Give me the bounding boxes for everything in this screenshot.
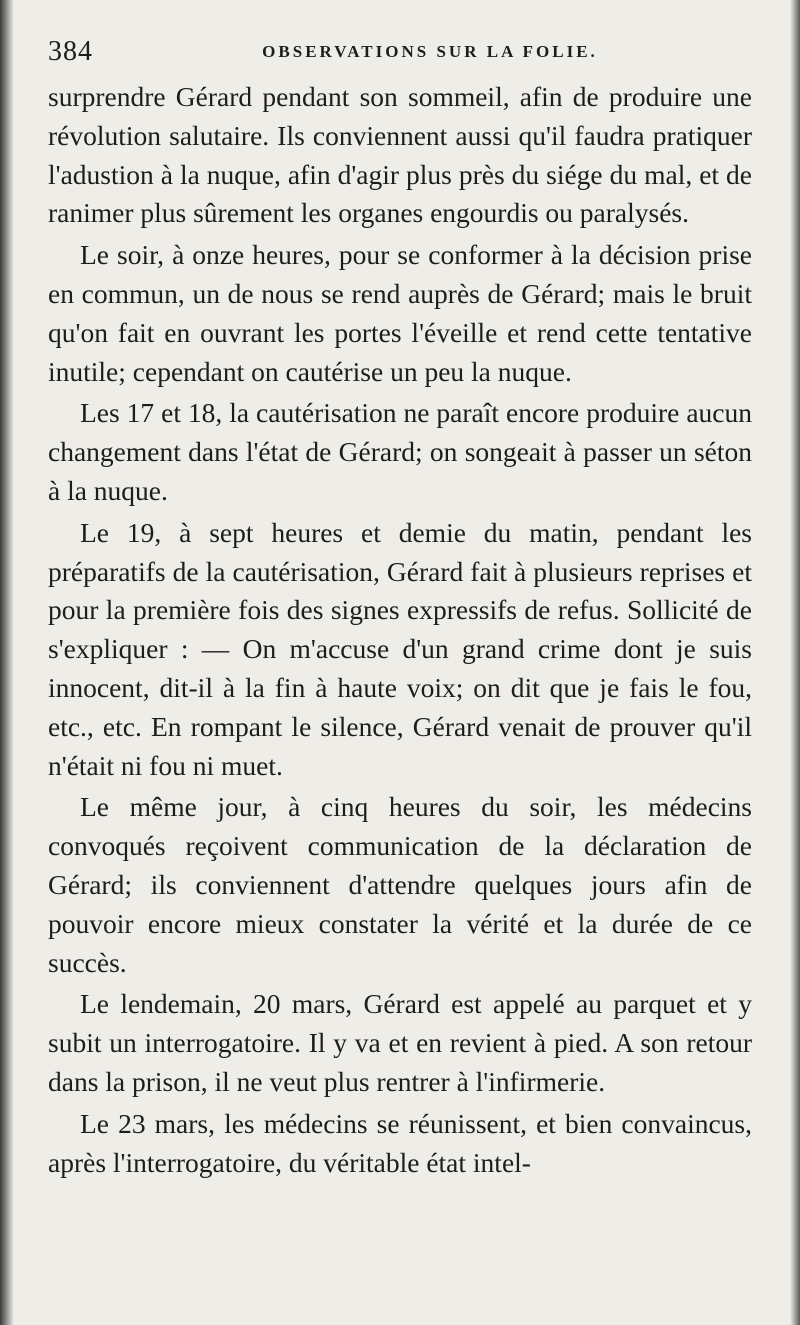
- paragraph: Le même jour, à cinq heures du soir, les médecins convoqués reçoivent communication de la déclaration de Gérard; ils conviennent d'attendre quelques jours afin de pouvoir encore mieux constater la vérité et la durée de ce succès.: [48, 791, 752, 978]
- page-header: [48, 30, 752, 78]
- running-title: OBSERVATIONS SUR LA FOLIE.: [262, 42, 598, 61]
- paragraph: Les 17 et 18, la cautérisation ne paraît encore produire aucun changement dans l'état de Gérard; on songeait à passer un séton à la nuque.: [48, 397, 752, 506]
- paragraph: Le 23 mars, les médecins se réunissent, et bien convaincus, après l'interrogatoire, du véritable état intel-: [48, 1107, 752, 1178]
- page-number: 384: [48, 36, 93, 67]
- page-edge-shadow: [790, 0, 800, 1325]
- body-text: [48, 78, 752, 1182]
- paragraph: Le soir, à onze heures, pour se conformer à la décision prise en commun, un de nous se rend auprès de Gérard; mais le bruit qu'on fait en ouvrant les portes l'éveille et rend cette tentative inutile; cependant on cautérise un peu la nuque.: [48, 239, 752, 387]
- paragraph-continuation: surprendre Gérard pendant son sommeil, afin de produire une révolution salutaire. Ils conviennent aussi qu'il faudra pratiquer l'adustion à la nuque, afin d'agir plus près du siége du mal, et de ranimer plus sûrement les organes engourdis ou paralysés.: [48, 81, 752, 229]
- paragraph: Le 19, à sept heures et demie du matin, pendant les préparatifs de la cautérisation, Gérard fait à plusieurs reprises et pour la première fois des signes expressifs de refus. Sollicité de s'expliquer : — On m'accuse d'un grand crime dont je suis innocent, dit-il à la fin à haute voix; on dit que je fais le fou, etc., etc. En rompant le silence, Gérard venait de prouver qu'il n'était ni fou ni muet.: [48, 516, 752, 781]
- page-gutter-shadow: [0, 0, 14, 1325]
- paragraph: Le lendemain, 20 mars, Gérard est appelé au parquet et y subit un interrogatoire. Il y va et en revient à pied. A son retour dans la prison, il ne veut plus rentrer à l'infirmerie.: [48, 988, 752, 1097]
